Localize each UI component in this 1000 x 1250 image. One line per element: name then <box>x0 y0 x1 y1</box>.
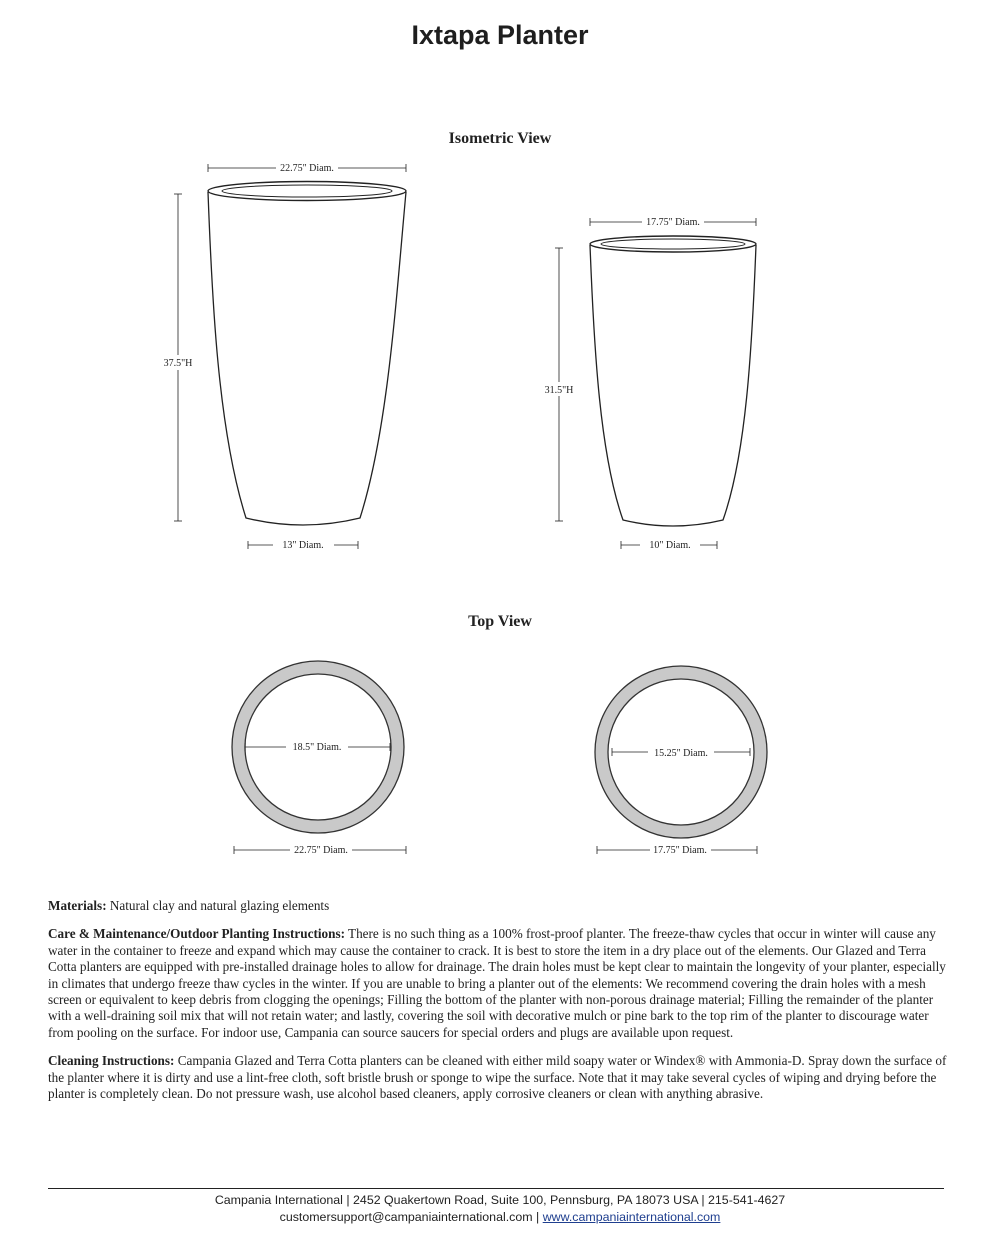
materials-label: Materials: <box>48 898 107 913</box>
large-top-diameter-label: 22.75" Diam. <box>280 163 334 174</box>
footer-contact <box>0 1210 1000 1224</box>
care-paragraph <box>48 926 952 1041</box>
small-dimension-lines <box>555 218 756 549</box>
footer-website-link[interactable]: www.campaniainternational.com <box>542 1210 721 1224</box>
footer-address: Campania International | 2452 Quakertown Road, Suite 100, Pennsburg, PA 18073 USA | 215-541-4627 <box>214 1193 786 1207</box>
care-label: Care & Maintenance/Outdoor Planting Instructions: <box>48 926 345 942</box>
top-view-heading: Top View <box>468 613 532 630</box>
cleaning-paragraph <box>48 1053 952 1102</box>
small-inner-diameter-label: 15.25" Diam. <box>654 748 708 759</box>
large-bottom-diameter-label: 13" Diam. <box>282 540 324 551</box>
small-outer-diameter-label: 17.75" Diam. <box>653 845 707 856</box>
care-text: There is no such thing as a 100% frost-proof planter. The freeze-thaw cycles that occur in winter will cause any water in the container to freeze and expand which may cause the container to crack. It is best to store the item in a dry place out of the elements. Our Glazed and Terra Cotta planters are equipped with pre-installed drainage holes to allow for drainage. The drain holes must be kept clear to maintain the longevity of your planter, especially in climates that undergo freeze thaw cycles in the winter. If you are unable to bring a planter out of the elements: We recommend covering the drain holes with a mesh screen or equivalent to keep debris from clogging the openings; Filling the bottom of the planter with non-porous drainage material; Filling the remainder of the planter with a well-draining soil mix that will not retain water; and lastly, covering the soil with decorative mulch or pine bark to the top rim of the planter to discourage water from pooling on the surface. For indoor use, Campania can source saucers for special orders and plugs are available upon request. <box>48 926 946 1040</box>
large-inner-diameter-label: 18.5" Diam. <box>292 742 342 753</box>
cleaning-label: Cleaning Instructions: <box>48 1053 175 1069</box>
footer-email: customersupport@campaniainternational.com <box>279 1210 533 1224</box>
footer-separator: | <box>532 1210 543 1224</box>
isometric-view-heading: Isometric View <box>448 130 552 147</box>
large-height-label: 37.5"H <box>163 358 193 369</box>
page-title: Ixtapa Planter <box>411 20 589 50</box>
large-planter-drawing <box>208 182 406 526</box>
cleaning-text: Campania Glazed and Terra Cotta planters can be cleaned with either mild soapy water or Windex® with Ammonia-D. Spray down the surface of the planter where it is dirty and use a lint-free cloth, soft bristle brush or sponge to wipe the surface. Note that it may take several cycles of wiping and drying before the planter is completely clean. Do not pressure wash, use alcohol based cleaners, apply corrosive cleaners or clean with anything abrasive. <box>48 1053 947 1102</box>
product-text <box>48 898 952 1114</box>
footer-divider <box>48 1188 944 1189</box>
small-bottom-diameter-label: 10" Diam. <box>649 540 691 551</box>
small-planter-drawing <box>590 236 756 526</box>
small-height-label: 31.5"H <box>544 385 574 396</box>
materials-text: Natural clay and natural glazing elements <box>109 898 330 913</box>
large-outer-diameter-label: 22.75" Diam. <box>294 845 348 856</box>
materials-paragraph <box>48 898 952 914</box>
small-top-diameter-label: 17.75" Diam. <box>646 217 700 228</box>
